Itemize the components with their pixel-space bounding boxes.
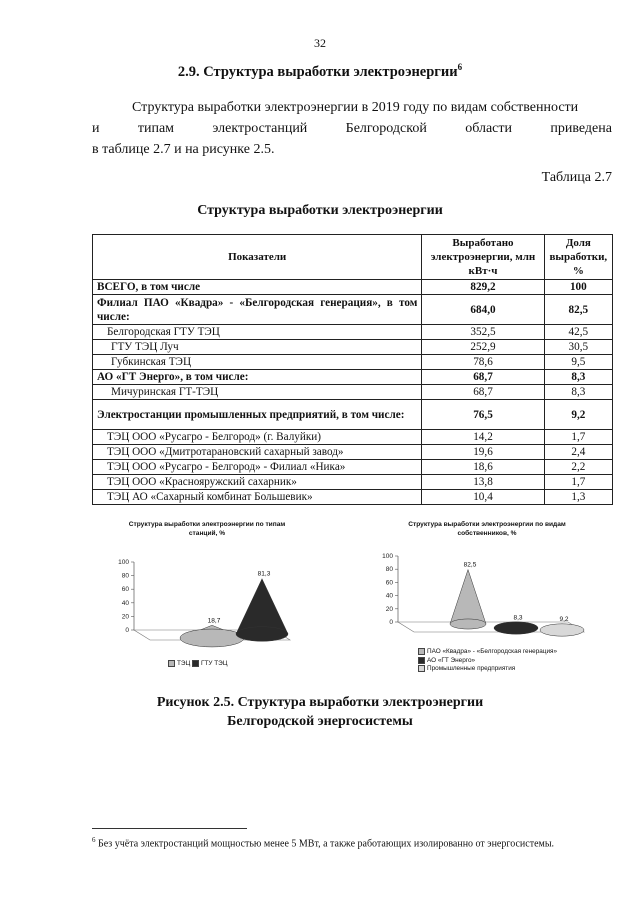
table-row [93,280,613,295]
table-row [93,355,613,370]
cell-indicator: ВСЕГО, в том числе [93,280,422,295]
table-row [93,445,613,460]
chart1-title [112,520,302,538]
cell-output: 19,6 [422,445,544,460]
generation-table [92,234,613,505]
section-title-text: 2.9. Структура выработки электроэнергии [177,63,458,80]
word: и [92,121,100,136]
cell-output: 78,6 [422,355,544,370]
y-tick-label: 0 [125,627,129,634]
legend-swatch [418,665,425,672]
table-row [93,295,613,325]
legend-item [418,657,557,666]
legend-item [418,648,557,657]
cone-mark [236,579,288,634]
cone-base [180,629,244,647]
cell-indicator: ТЭЦ ООО «Русагро - Белгород» (г. Валуйки) [93,430,422,445]
table-row [93,475,613,490]
paragraph-line-2 [92,118,612,139]
data-label: 9,2 [559,615,569,623]
cell-indicator: ТЭЦ ООО «Дмитротарановский сахарный завод» [93,445,422,460]
cell-indicator: Электростанции промышленных предприятий, в том числе: [93,400,422,430]
cell-share: 30,5 [544,340,612,355]
cell-share: 9,5 [544,355,612,370]
legend-item [418,665,557,674]
legend-label: АО «ГТ Энерго» [427,656,476,664]
data-label: 8,3 [513,614,523,622]
table-row [93,460,613,475]
y-tick-label: 60 [121,586,129,594]
cone-mark [450,570,486,624]
figure-caption [0,693,640,731]
cone-base [236,627,288,642]
legend-label: ТЭЦ [177,660,191,668]
footnote [92,836,554,849]
cone-base [540,624,584,636]
chart-station-types [112,520,302,670]
cell-indicator: Мичуринская ГТ-ТЭЦ [93,385,422,400]
footnote-mark: 6 [92,836,96,844]
table-number: Таблица 2.7 [541,170,612,185]
cell-indicator: Филиал ПАО «Квадра» - «Белгородская генерация», в том числе: [93,295,422,325]
header-indicator: Показатели [93,235,422,280]
paragraph-line-3: в таблице 2.7 и на рисунке 2.5. [92,142,275,157]
chart1-svg [112,550,302,660]
word: Белгородской [345,121,427,136]
y-tick-label: 40 [385,592,393,600]
cell-share: 1,7 [544,430,612,445]
y-tick-label: 100 [382,553,393,560]
cell-indicator: ТЭЦ ООО «Русагро - Белгород» - Филиал «Ника» [93,460,422,475]
legend-item [192,660,227,667]
word: приведена [550,121,612,136]
y-tick-label: 60 [385,579,393,587]
chart2-svg [372,548,602,648]
cell-output: 14,2 [422,430,544,445]
chart1-title-line1: Структура выработки электроэнергии по типам [128,521,286,528]
y-tick-label: 40 [121,599,129,607]
chart2-title-line2: собственников, % [457,530,517,537]
figure-caption-line1: Рисунок 2.5. Структура выработки электроэнергии [156,695,484,710]
cell-output: 684,0 [422,295,544,325]
y-tick-label: 80 [385,566,393,574]
table-row [93,370,613,385]
footnote-text: Без учёта электростанций мощностью менее 5 МВт, а также работающих изолированно от энергосистемы. [98,838,555,850]
data-label: 18,7 [207,617,221,625]
legend-swatch [418,657,425,664]
footnote-ref: 6 [457,62,463,72]
cell-share: 9,2 [544,400,612,430]
cell-indicator: Губкинская ТЭЦ [93,355,422,370]
word: области [465,121,512,136]
header-output: Выработано электроэнергии, млн кВт·ч [422,235,544,280]
section-title [0,62,640,81]
cell-share: 2,2 [544,460,612,475]
page-number: 32 [314,36,326,50]
word: электростанций [212,121,308,136]
footnote-divider [92,828,247,829]
table-row [93,340,613,355]
cell-indicator: АО «ГТ Энерго», в том числе: [93,370,422,385]
legend-swatch [168,660,175,667]
table-header-row [93,235,613,280]
cell-share: 8,3 [544,370,612,385]
cell-output: 252,9 [422,340,544,355]
figure-caption-line2: Белгородской энергосистемы [227,714,413,729]
chart1-title-line2: станций, % [188,530,226,537]
cell-share: 100 [544,280,612,295]
y-tick-label: 20 [121,613,129,621]
chart2-title-line1: Структура выработки электроэнергии по видам [408,521,566,528]
legend-label: Промышленные предприятия [427,665,516,673]
y-tick-label: 0 [389,619,393,626]
chart-owner-types [372,520,602,675]
legend-swatch [192,660,199,667]
cell-share: 1,3 [544,490,612,505]
table-row [93,385,613,400]
y-tick-label: 100 [118,559,129,566]
cell-share: 42,5 [544,325,612,340]
cell-indicator: Белгородская ГТУ ТЭЦ [93,325,422,340]
cell-output: 829,2 [422,280,544,295]
table-title: Структура выработки электроэнергии [197,203,443,218]
cell-output: 352,5 [422,325,544,340]
table-row [93,400,613,430]
word: типам [137,121,175,136]
table-row [93,490,613,505]
cell-output: 68,7 [422,370,544,385]
cell-indicator: ТЭЦ АО «Сахарный комбинат Большевик» [93,490,422,505]
table-row [93,325,613,340]
chart1-legend [168,660,227,669]
cell-indicator: ГТУ ТЭЦ Луч [93,340,422,355]
cell-share: 2,4 [544,445,612,460]
cell-output: 68,7 [422,385,544,400]
chart2-legend [418,648,557,674]
cell-share: 8,3 [544,385,612,400]
legend-label: ГТУ ТЭЦ [201,660,228,668]
legend-item [168,660,190,667]
cell-indicator: ТЭЦ ООО «Краснояружский сахарник» [93,475,422,490]
legend-swatch [418,648,425,655]
data-label: 82,5 [463,561,477,569]
data-label: 81,3 [257,570,271,578]
chart2-title [372,520,602,538]
cell-share: 82,5 [544,295,612,325]
cell-output: 13,8 [422,475,544,490]
legend-label: ПАО «Квадра» - «Белгородская генерация» [427,648,558,656]
header-share: Доля выработки, % [544,235,612,280]
cell-output: 76,5 [422,400,544,430]
cell-output: 18,6 [422,460,544,475]
y-tick-label: 80 [121,572,129,580]
table-row [93,430,613,445]
cell-output: 10,4 [422,490,544,505]
intro-paragraph [92,97,612,160]
paragraph-line-1: Структура выработки электроэнергии в 2019 году по видам собственности [132,100,579,115]
cell-share: 1,7 [544,475,612,490]
cone-base [450,619,486,629]
cone-base [494,622,538,634]
y-tick-label: 20 [385,605,393,613]
